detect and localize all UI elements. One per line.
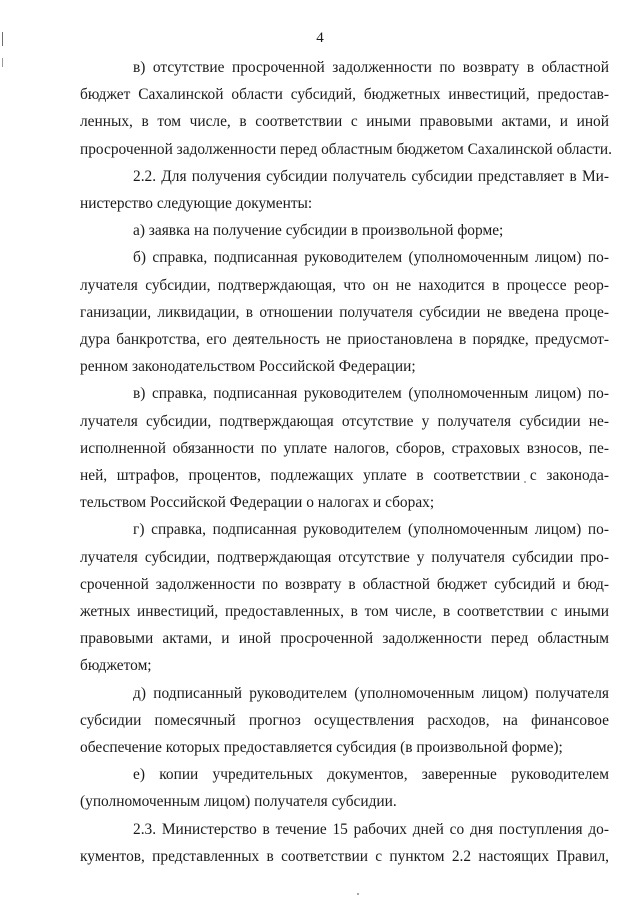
text-line: бюджетом; — [80, 657, 152, 675]
paragraph — [80, 816, 609, 870]
text-line: сроченной задолженности по возврату в областной бюджет субсидий и бюд- — [80, 575, 609, 593]
text-line: бюджет Сахалинской области субсидий, бюджетных инвестиций, предостав- — [80, 86, 609, 104]
text-line: лучателя субсидии, подтверждающая отсутствие у получателя субсидии не- — [80, 412, 609, 430]
paragraph — [80, 163, 609, 217]
text-line: нистерство следующие документы: — [80, 195, 313, 213]
text-line: просроченной задолженности перед областным бюджетом Сахалинской области. — [80, 140, 612, 158]
text-line: жетных инвестиций, предоставленных, в том числе, в соответствии с иными — [80, 603, 609, 621]
document-body — [80, 54, 612, 870]
text-line: (уполномоченным лицом) получателя субсидии. — [80, 793, 397, 811]
paragraph — [80, 516, 609, 679]
scan-edge-mark — [2, 58, 3, 67]
text-line: г) справка, подписанная руководителем (уполномоченным лицом) по- — [133, 521, 609, 539]
paragraph — [80, 217, 609, 244]
text-line: лучателя субсидии, подтверждающая отсутствие у получателя субсидии про- — [80, 548, 609, 566]
text-line: 2.3. Министерство в течение 15 рабочих дней со дня поступления до- — [133, 820, 609, 838]
page-number: 4 — [316, 30, 324, 46]
text-line: правовыми актами, и иной просроченной задолженности перед областным — [80, 630, 609, 648]
text-line: лучателя субсидии, подтверждающая, что он не находится в процессе реор- — [80, 276, 609, 294]
paragraph — [80, 380, 609, 516]
text-line: д) подписанный руководителем (уполномоченным лицом) получателя — [133, 684, 609, 702]
text-line: в) отсутствие просроченной задолженности по возврату в областной — [133, 59, 609, 76]
text-line: е) копии учредительных документов, заверенные руководителем — [133, 766, 609, 784]
text-line: ганизации, ликвидации, в отношении получателя субсидии не введена проце- — [80, 303, 609, 321]
text-line: в) справка, подписанная руководителем (уполномоченным лицом) по- — [133, 385, 609, 403]
text-line: б) справка, подписанная руководителем (уполномоченным лицом) по- — [133, 249, 609, 267]
text-line: дура банкротства, его деятельность не приостановлена в порядке, предусмот- — [80, 331, 609, 349]
paragraph — [80, 244, 609, 380]
text-line: субсидии помесячный прогноз осуществления расходов, на финансовое — [80, 711, 609, 729]
text-line: обеспечение которых предоставляется субсидия (в произвольной форме); — [80, 739, 563, 757]
paragraph — [80, 54, 612, 163]
text-line: кументов, представленных в соответствии с пунктом 2.2 настоящих Правил, — [80, 847, 609, 865]
text-line: ренном законодательством Российской Федерации; — [80, 358, 416, 376]
text-line: а) заявка на получение субсидии в произвольной форме; — [133, 222, 504, 240]
text-line: ней, штрафов, процентов, подлежащих уплате в соответствии с законода- — [80, 467, 609, 485]
text-line: исполненной обязанности по уплате налогов, сборов, страховых взносов, пе- — [80, 439, 609, 457]
text-line: тельством Российской Федерации о налогах и сборах; — [80, 494, 435, 512]
scan-speck — [357, 893, 359, 895]
text-line: 2.2. Для получения субсидии получатель субсидии представляет в Ми- — [133, 167, 609, 185]
paragraph — [80, 680, 609, 762]
paragraph — [80, 761, 609, 815]
text-line: ленных, в том числе, в соответствии с иными правовыми актами, и иной — [80, 113, 609, 131]
